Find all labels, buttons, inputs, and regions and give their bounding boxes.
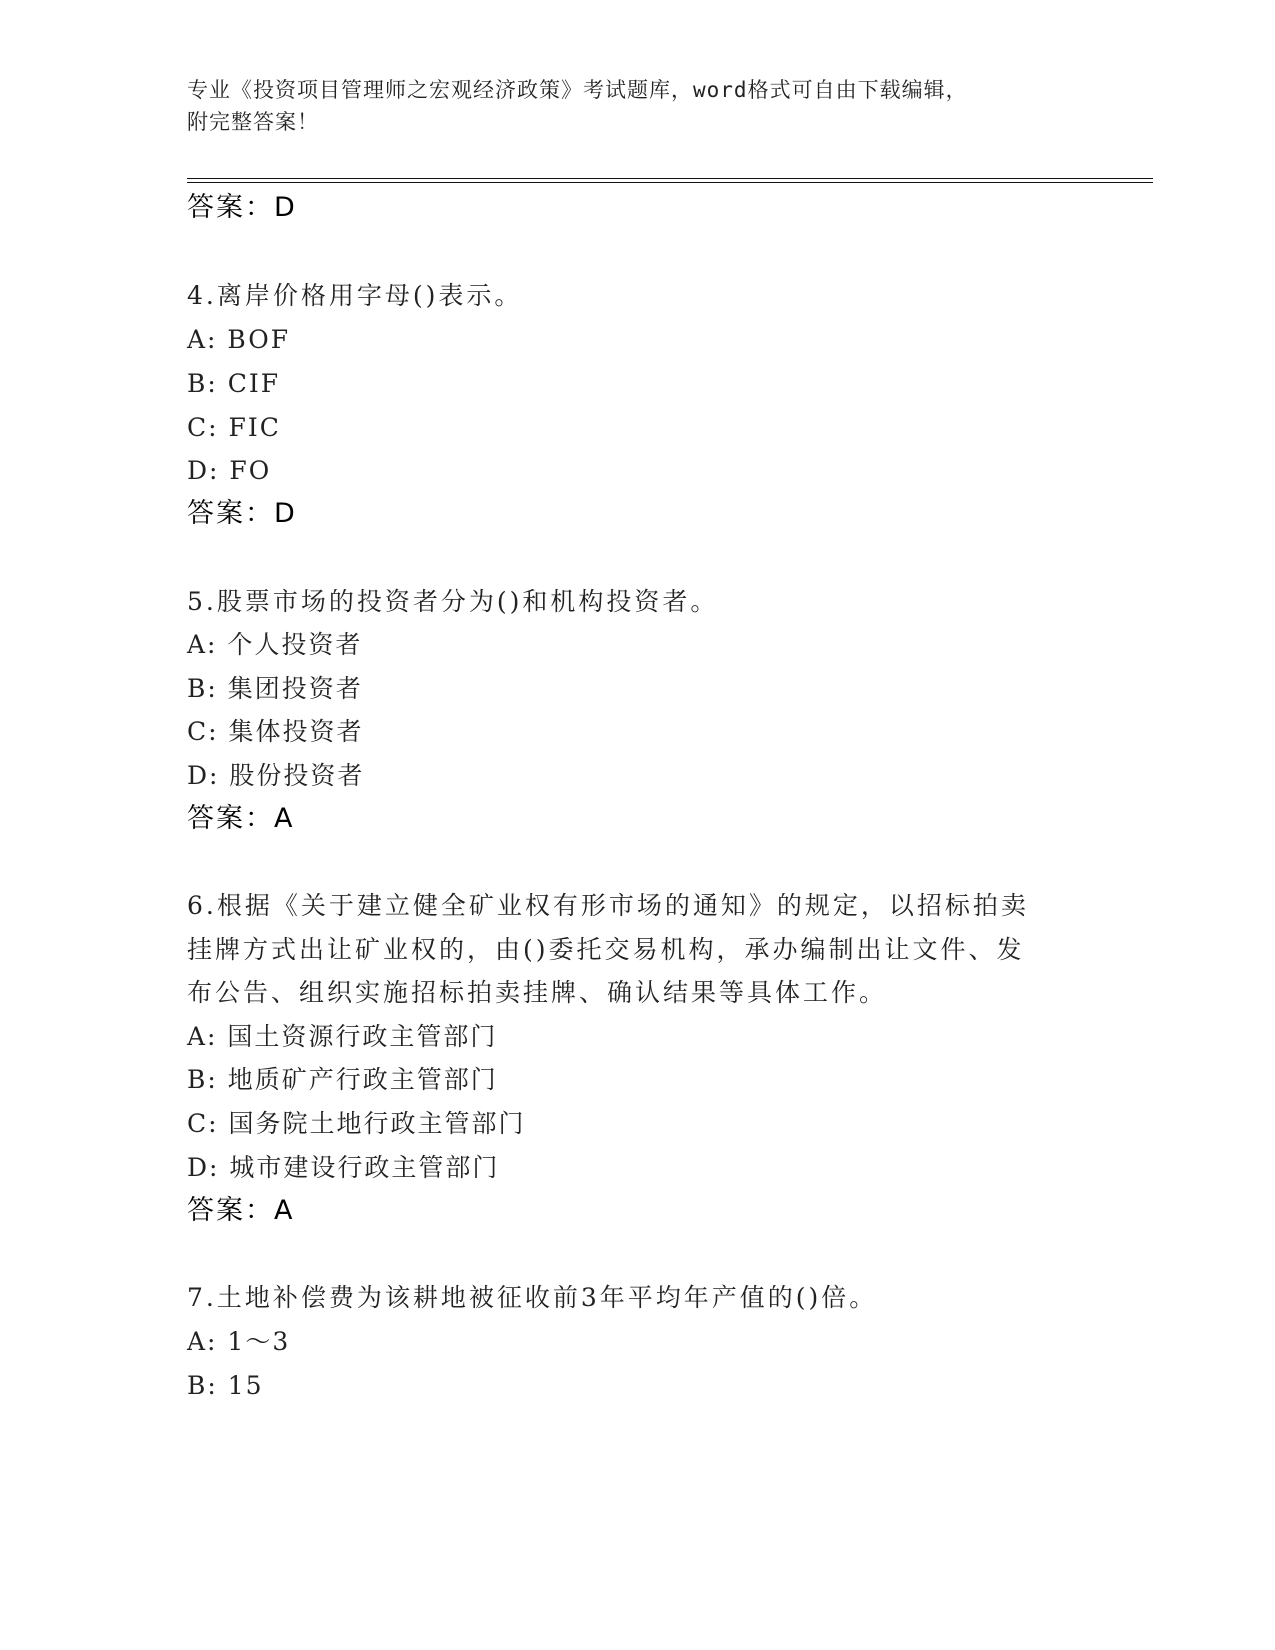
question-7-stem: 7.土地补偿费为该耕地被征收前3年平均年产值的()倍。 (187, 1283, 878, 1312)
header-divider-top (187, 178, 1153, 179)
document-header (187, 74, 1087, 138)
answer-q6: 答案：A (187, 1195, 295, 1226)
question-5-option-c: C: 集体投资者 (187, 717, 364, 746)
header-line-1: 专业《投资项目管理师之宏观经济政策》考试题库，word格式可自由下载编辑， (187, 78, 968, 102)
answer-q5: 答案：A (187, 803, 295, 834)
answer-q3: 答案：D (187, 192, 297, 223)
question-4-option-a: A: BOF (187, 325, 291, 354)
header-line-2: 附完整答案！ (187, 110, 319, 134)
header-divider-bottom (187, 182, 1153, 183)
question-4-option-c: C: FIC (187, 413, 281, 442)
question-5-stem: 5.股票市场的投资者分为()和机构投资者。 (187, 587, 719, 616)
answer-q4: 答案：D (187, 498, 297, 529)
question-6-stem-line-2: 挂牌方式出让矿业权的，由()委托交易机构，承办编制出让文件、发 (187, 935, 1025, 964)
question-6-option-b: B: 地质矿产行政主管部门 (187, 1065, 498, 1094)
question-4-option-b: B: CIF (187, 369, 281, 398)
question-6-option-a: A: 国土资源行政主管部门 (187, 1022, 498, 1051)
question-6-stem-line-1: 6.根据《关于建立健全矿业权有形市场的通知》的规定，以招标拍卖 (187, 891, 1029, 920)
question-5-option-a: A: 个人投资者 (187, 630, 363, 659)
question-5-option-b: B: 集团投资者 (187, 674, 363, 703)
question-6-option-c: C: 国务院土地行政主管部门 (187, 1109, 526, 1138)
question-4-option-d: D: FO (187, 456, 272, 485)
question-4-stem: 4.离岸价格用字母()表示。 (187, 281, 523, 310)
question-6-option-d: D: 城市建设行政主管部门 (187, 1153, 500, 1182)
question-7-option-a: A: 1～3 (187, 1327, 291, 1356)
question-6-stem-line-3: 布公告、组织实施招标拍卖挂牌、确认结果等具体工作。 (187, 978, 888, 1007)
question-7-option-b: B: 15 (187, 1371, 264, 1400)
question-5-option-d: D: 股份投资者 (187, 761, 365, 790)
